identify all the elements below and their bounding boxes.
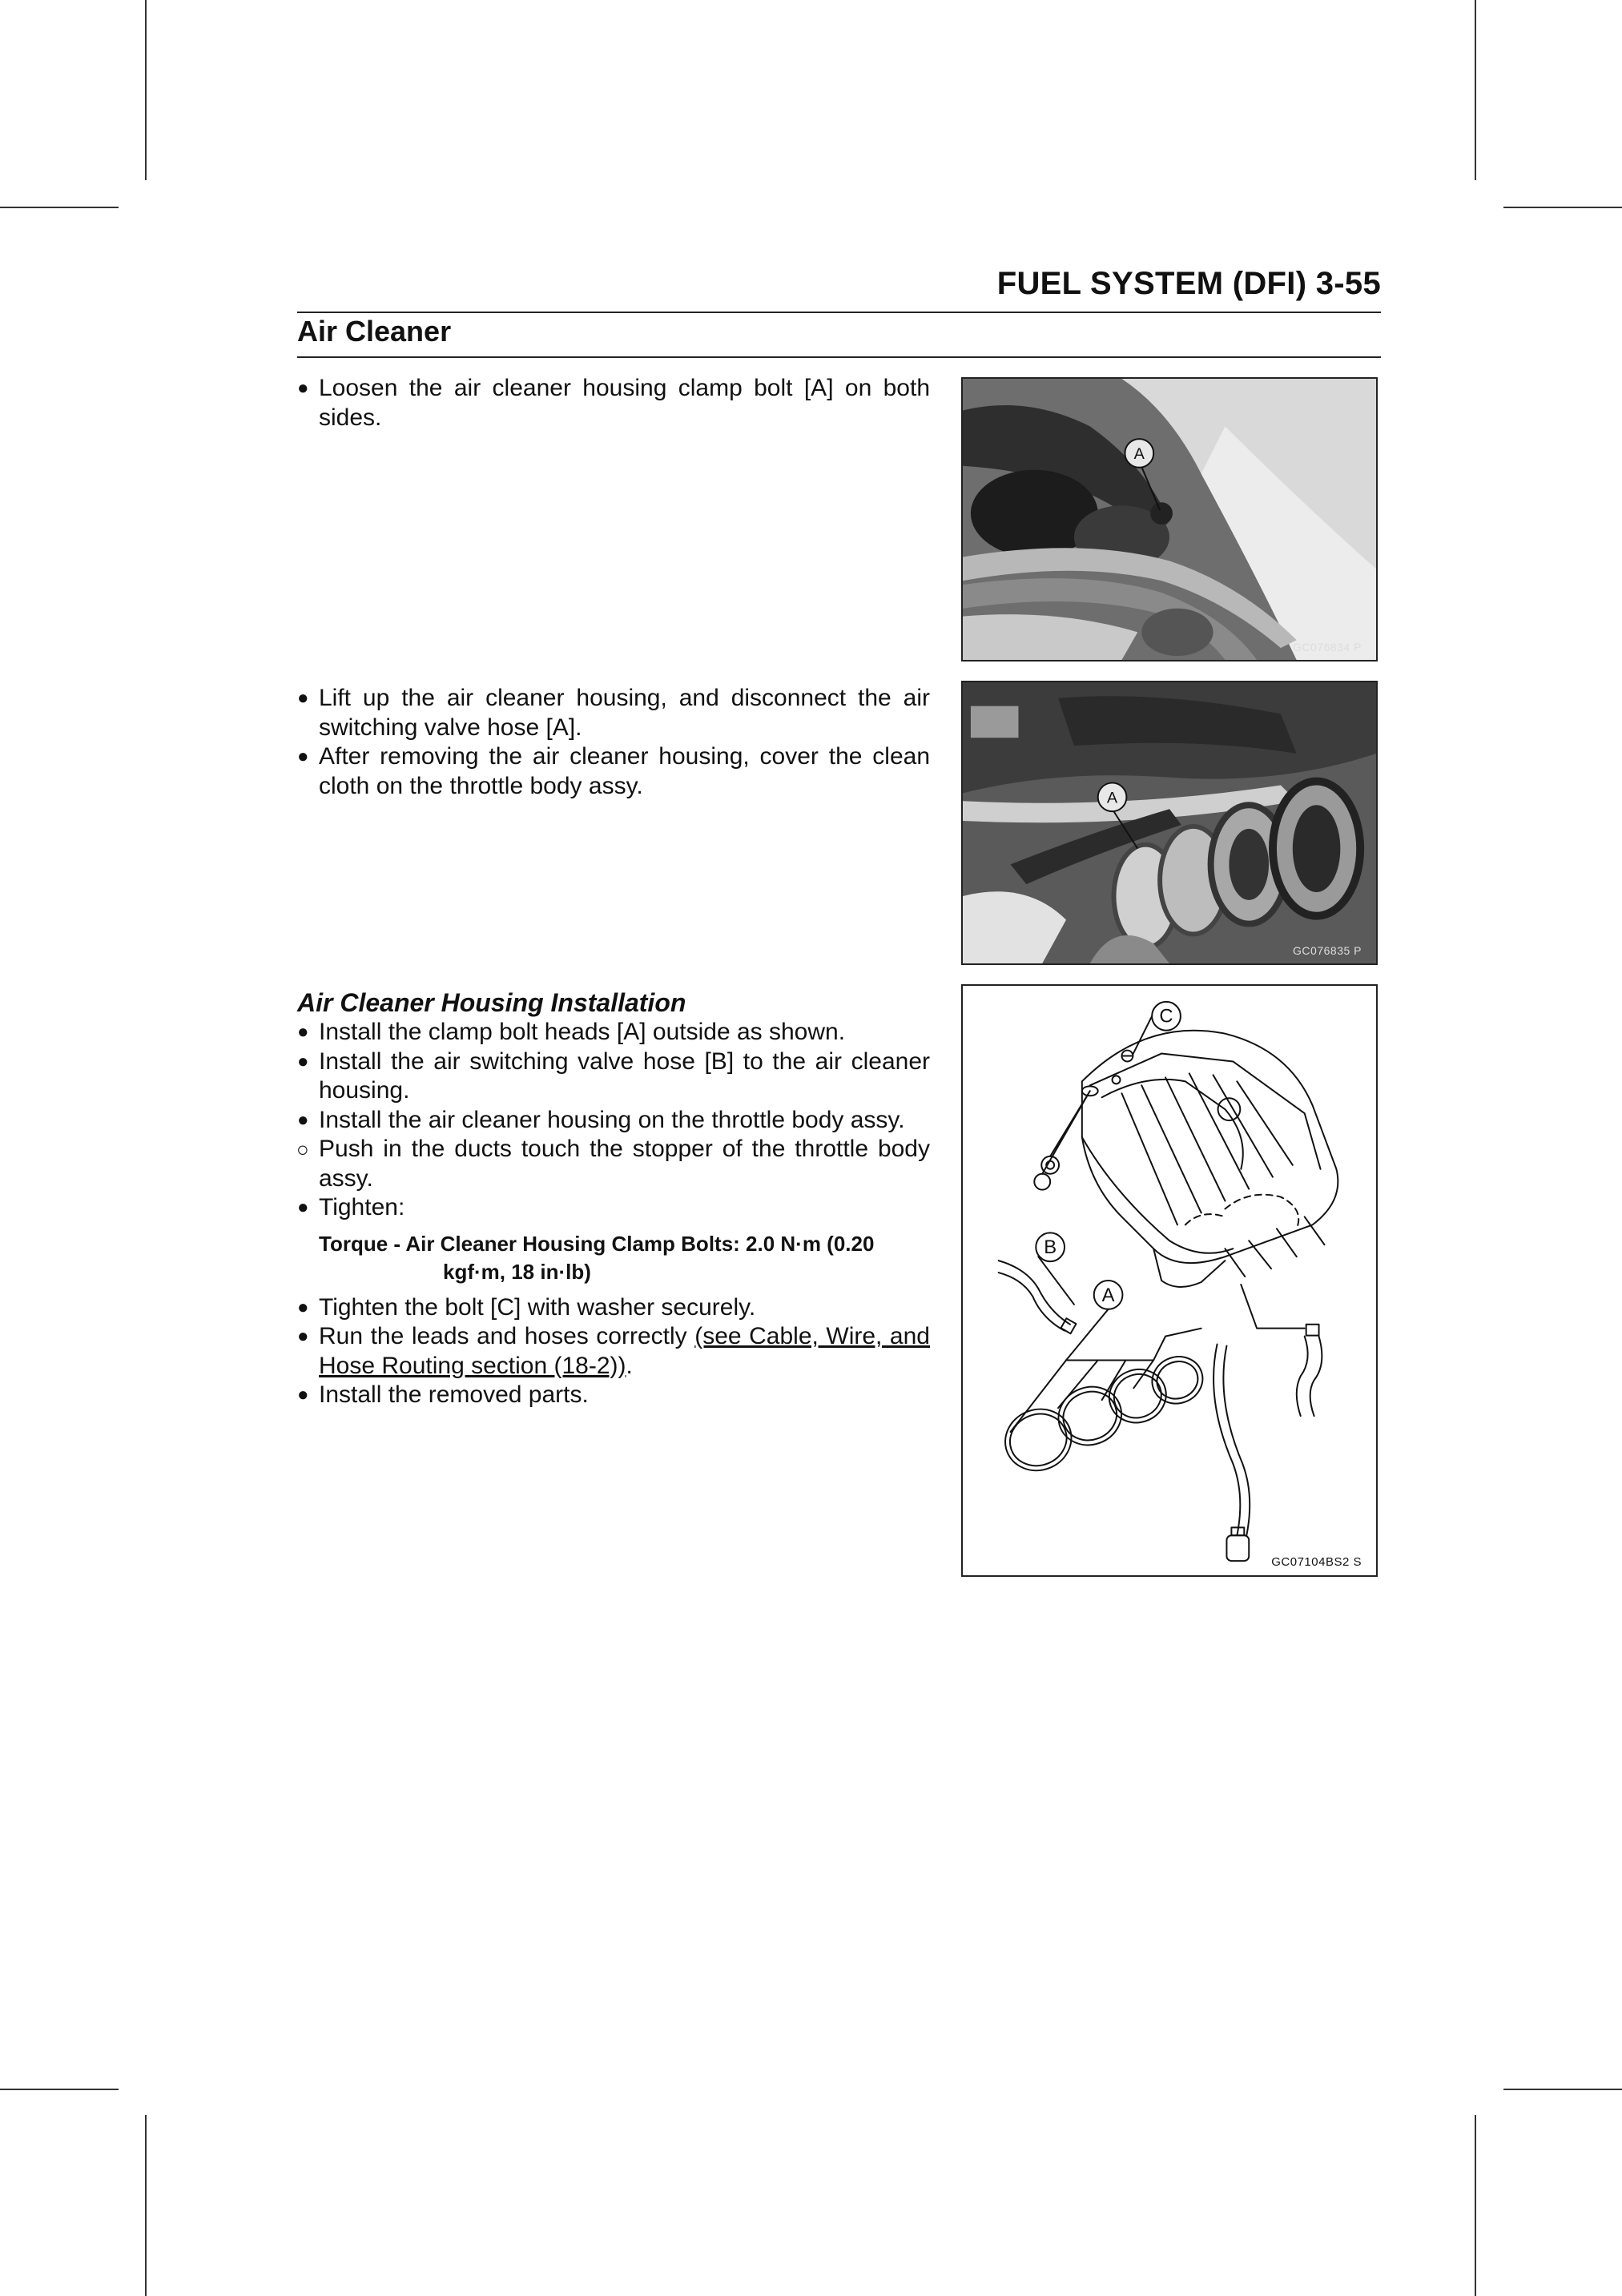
step-item [297, 1135, 930, 1193]
step-item [297, 1381, 930, 1410]
crop-mark [1503, 207, 1622, 208]
photo-figure-1 [961, 377, 1378, 661]
crop-mark [1475, 2115, 1476, 2296]
callout-a: A [1101, 1284, 1115, 1306]
section-rule [297, 356, 1381, 358]
bullet-marker: ● [297, 746, 309, 767]
step-item [297, 1047, 930, 1106]
engine-photo-2 [963, 682, 1376, 963]
step-text: Loosen the air cleaner housing clamp bolt [A] on both sides. [319, 375, 930, 431]
torque-line-1: Torque - Air Cleaner Housing Clamp Bolts: 2.0 N·m (0.20 [319, 1231, 875, 1256]
routing-reference-link[interactable]: (see Cable, Wire, and Hose Routing section (18-2)) [319, 1323, 930, 1379]
bullet-marker: ● [297, 687, 309, 709]
step-block-1 [297, 374, 930, 432]
bullet-marker: ● [297, 1384, 309, 1405]
step-text: Lift up the air cleaner housing, and disconnect the air switching valve hose [A]. [319, 685, 930, 741]
bullet-marker: ● [297, 377, 309, 399]
crop-mark [145, 2115, 147, 2296]
photo-figure-2 [961, 681, 1378, 965]
bullet-marker: ● [297, 1325, 309, 1347]
section-title: Air Cleaner [297, 315, 452, 348]
bullet-marker: ● [297, 1108, 309, 1131]
step-text: Install the air cleaner housing on the throttle body assy. [319, 1106, 905, 1133]
page-header-title: FUEL SYSTEM (DFI) 3-55 [996, 266, 1381, 301]
step-item [297, 1293, 930, 1323]
step-text: After removing the air cleaner housing, cover the clean cloth on the throttle body assy. [319, 743, 930, 799]
crop-mark [0, 2089, 119, 2090]
figure-code: GC07104BS2 S [1271, 1555, 1362, 1569]
figure-code: GC076835 P [1293, 944, 1362, 957]
step-item [297, 1018, 930, 1047]
step-item [297, 1322, 930, 1381]
step-text: Tighten the bolt [C] with washer securely. [319, 1293, 756, 1321]
bullet-marker: ● [297, 1021, 309, 1043]
step-item [297, 684, 930, 742]
engine-photo-1 [963, 379, 1376, 660]
subsection-heading: Air Cleaner Housing Installation [297, 988, 686, 1017]
crop-mark [1475, 0, 1476, 180]
crop-mark [1503, 2089, 1622, 2090]
step-text: Install the air switching valve hose [B] to the air cleaner housing. [319, 1047, 930, 1104]
callout-a: A [1106, 789, 1118, 807]
crop-mark [145, 0, 147, 180]
figure-code: GC076834 P [1293, 641, 1362, 653]
step-item [297, 742, 930, 801]
header-rule [297, 312, 1381, 313]
sub-bullet-marker: ○ [296, 1137, 309, 1161]
torque-spec [319, 1230, 930, 1286]
air-cleaner-housing-diagram [963, 986, 1376, 1575]
bullet-marker: ● [297, 1296, 309, 1318]
callout-a: A [1133, 444, 1145, 463]
step-item [297, 374, 930, 432]
step-item [297, 1106, 930, 1136]
callout-c: C [1159, 1005, 1173, 1027]
step-text: Install the removed parts. [319, 1381, 589, 1408]
step-text: Tighten: [319, 1194, 405, 1220]
step-text-suffix: . [626, 1352, 633, 1379]
diagram-figure-3 [961, 984, 1378, 1577]
step-block-3 [297, 987, 930, 1410]
torque-line-2: kgf·m, 18 in·lb) [443, 1259, 591, 1284]
crop-mark [0, 207, 119, 208]
step-block-2 [297, 684, 930, 801]
step-text: Run the leads and hoses correctly [319, 1323, 695, 1349]
callout-b: B [1044, 1236, 1057, 1259]
bullet-marker: ● [297, 1196, 309, 1218]
step-item [297, 1193, 930, 1223]
bullet-marker: ● [297, 1050, 309, 1072]
step-text: Push in the ducts touch the stopper of the throttle body assy. [319, 1136, 930, 1192]
step-text: Install the clamp bolt heads [A] outside as shown. [319, 1019, 846, 1045]
